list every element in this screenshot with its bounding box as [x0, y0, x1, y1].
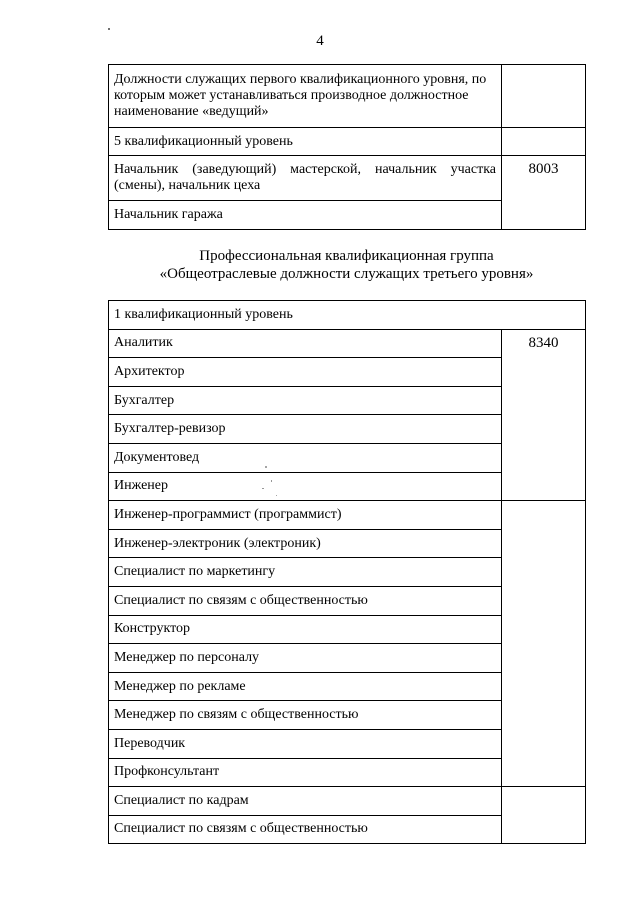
table-row-workshop-head: Начальник (заведующий) мастерской, начальник участка (смены), начальник цеха	[109, 156, 502, 201]
table-row: Инженер	[109, 472, 502, 501]
empty-code-cell	[502, 128, 586, 156]
table-row: Специалист по связям с общественностью	[109, 815, 502, 844]
scan-dot	[108, 28, 110, 30]
table-row: Менеджер по связям с общественностью	[109, 701, 502, 730]
scan-speck	[271, 480, 272, 482]
empty-code-cell	[502, 501, 586, 787]
caption-line-1: Профессиональная квалификационная группа	[199, 248, 494, 264]
table-row: Переводчик	[109, 729, 502, 758]
table-row: Документовед	[109, 443, 502, 472]
table-row: Архитектор	[109, 358, 502, 387]
table-row: Аналитик	[109, 329, 502, 358]
table-row: Конструктор	[109, 615, 502, 644]
table-row: Профконсультант	[109, 758, 502, 787]
level-1-header: 1 квалификационный уровень	[109, 301, 586, 330]
table-row: Специалист по кадрам	[109, 787, 502, 816]
table-first-level-positions	[108, 64, 586, 230]
table-row: Инженер-электроник (электроник)	[109, 529, 502, 558]
code-cell-8340: 8340	[502, 329, 586, 501]
empty-code-cell	[502, 65, 586, 128]
table-row-garage-head: Начальник гаража	[109, 201, 502, 230]
empty-code-cell	[502, 787, 586, 844]
scan-speck	[276, 495, 277, 496]
table-row: Специалист по маркетингу	[109, 558, 502, 587]
caption-line-2: «Общеотраслевые должности служащих третьего уровня»	[159, 266, 534, 282]
scan-speck	[262, 488, 264, 489]
table-row-first-level-header: Должности служащих первого квалификационного уровня, по которым может устанавливаться производное должностное наименование «ведущий»	[109, 65, 502, 128]
table-row: Специалист по связям с общественностью	[109, 586, 502, 615]
table-row: Менеджер по рекламе	[109, 672, 502, 701]
table-row: Менеджер по персоналу	[109, 644, 502, 673]
scan-speck	[265, 466, 267, 468]
group-caption	[108, 247, 585, 283]
table-third-level-positions	[108, 300, 586, 844]
table-row: Инженер-программист (программист)	[109, 501, 502, 530]
code-cell-8003: 8003	[502, 156, 586, 230]
table-row-level-5: 5 квалификационный уровень	[109, 128, 502, 156]
page-number: 4	[316, 33, 324, 49]
table-row: Бухгалтер	[109, 386, 502, 415]
table-row: Бухгалтер-ревизор	[109, 415, 502, 444]
